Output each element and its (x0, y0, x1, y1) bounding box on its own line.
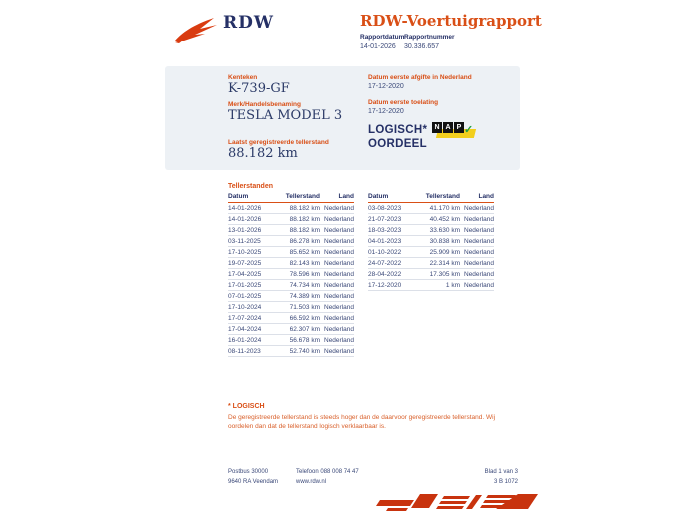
row-country: Nederland (324, 215, 354, 223)
header-datum: Datum (228, 193, 249, 200)
table-row (228, 269, 354, 280)
merk-value: TESLA MODEL 3 (228, 108, 343, 123)
row-odometer: 1 km (445, 281, 460, 289)
afgifte-label: Datum eerste afgifte in Nederland (368, 74, 472, 81)
row-date: 14-01-2026 (228, 204, 262, 212)
row-date: 17-12-2020 (368, 281, 402, 289)
row-odometer: 78.596 km (289, 270, 320, 278)
footnote-text: De geregistreerde tellerstand is steeds hoger dan de daarvoor geregistreerde tellerstand. Wij oordelen dan dat de tellerstand logisch verklaarbaar is. (228, 414, 496, 430)
header-datum: Datum (368, 193, 389, 200)
row-country: Nederland (324, 303, 354, 311)
row-date: 03-11-2025 (228, 237, 261, 245)
row-odometer: 82.143 km (289, 259, 320, 267)
row-country: Nederland (324, 237, 354, 245)
row-country: Nederland (324, 325, 354, 333)
table-row (368, 258, 494, 269)
table-row (228, 346, 354, 357)
table-row (228, 247, 354, 258)
row-odometer: 85.652 km (289, 248, 320, 256)
odometer-table-right (368, 193, 494, 291)
row-odometer: 74.389 km (289, 292, 320, 300)
verdict-text (368, 123, 427, 151)
row-date: 14-01-2026 (228, 215, 262, 223)
row-date: 18-03-2023 (368, 226, 402, 234)
nap-letter-p: P (454, 122, 464, 133)
row-odometer: 62.307 km (289, 325, 320, 333)
row-odometer: 25.909 km (429, 248, 460, 256)
report-date-value: 14-01-2026 (360, 43, 396, 50)
nap-checkmark-icon: ✓ (464, 124, 474, 136)
tellerstand-value: 88.182 km (228, 146, 298, 161)
kenteken-label: Kenteken (228, 74, 258, 81)
row-country: Nederland (324, 226, 354, 234)
footer-postbus: Postbus 30000 (228, 469, 269, 475)
table-row (368, 269, 494, 280)
row-odometer: 52.740 km (289, 347, 320, 355)
footer-page-indicator: Blad 1 van 3 (484, 469, 518, 475)
row-odometer: 56.678 km (289, 336, 320, 344)
report-number-label: Rapportnummer (404, 34, 455, 41)
row-country: Nederland (464, 248, 494, 256)
row-odometer: 86.278 km (289, 237, 320, 245)
page-title: RDW-Voertuigrapport (360, 12, 542, 30)
odometer-table-left (228, 193, 354, 357)
row-odometer: 22.314 km (429, 259, 460, 267)
header-land: Land (478, 193, 494, 200)
row-country: Nederland (324, 314, 354, 322)
row-date: 17-04-2024 (228, 325, 262, 333)
row-country: Nederland (464, 270, 494, 278)
nap-logo-icon (432, 122, 478, 139)
row-odometer: 88.182 km (289, 215, 320, 223)
table-header-row (368, 193, 494, 203)
footer-contact (296, 467, 359, 487)
table-row (228, 214, 354, 225)
row-date: 01-10-2022 (368, 248, 402, 256)
afgifte-value: 17-12-2020 (368, 83, 404, 90)
row-date: 19-07-2025 (228, 259, 262, 267)
footer-website: www.rdw.nl (296, 479, 327, 485)
row-country: Nederland (324, 281, 354, 289)
row-country: Nederland (464, 204, 494, 212)
toelating-label: Datum eerste toelating (368, 99, 439, 106)
footer-city: 9640 RA Veendam (228, 479, 279, 485)
row-odometer: 74.734 km (289, 281, 320, 289)
row-odometer: 17.305 km (429, 270, 460, 278)
table-row (228, 335, 354, 346)
row-country: Nederland (324, 204, 354, 212)
tellerstanden-section-title: Tellerstanden (228, 183, 273, 190)
rdw-logo-icon (174, 16, 220, 44)
vehicle-summary-panel (165, 66, 520, 170)
speed-stripes-graphic (372, 492, 542, 512)
row-country: Nederland (324, 270, 354, 278)
table-row (228, 236, 354, 247)
row-odometer: 33.630 km (429, 226, 460, 234)
row-date: 17-10-2024 (228, 303, 262, 311)
row-country: Nederland (324, 248, 354, 256)
row-date: 17-07-2024 (228, 314, 262, 322)
table-row (228, 225, 354, 236)
report-number-value: 30.336.657 (404, 43, 440, 50)
report-date-label: Rapportdatum (360, 34, 405, 41)
table-row (368, 214, 494, 225)
row-date: 17-10-2025 (228, 248, 262, 256)
row-date: 08-11-2023 (228, 347, 261, 355)
row-odometer: 88.182 km (289, 226, 320, 234)
row-odometer: 30.838 km (429, 237, 460, 245)
table-row (228, 280, 354, 291)
row-country: Nederland (324, 336, 354, 344)
row-date: 28-04-2022 (368, 270, 402, 278)
row-date: 17-01-2025 (228, 281, 262, 289)
footnote-title: * LOGISCH (228, 403, 265, 410)
row-country: Nederland (324, 347, 354, 355)
verdict-line2: OORDEEL (368, 138, 427, 150)
row-country: Nederland (464, 226, 494, 234)
rdw-wordmark: RDW (223, 13, 274, 33)
row-country: Nederland (464, 215, 494, 223)
row-date: 24-07-2022 (368, 259, 402, 267)
row-odometer: 71.503 km (289, 303, 320, 311)
merk-label: Merk/Handelsbenaming (228, 101, 301, 108)
table-row (228, 291, 354, 302)
row-country: Nederland (324, 292, 354, 300)
header-land: Land (338, 193, 354, 200)
row-date: 17-04-2025 (228, 270, 262, 278)
verdict-line1: LOGISCH* (368, 124, 428, 136)
footer-address (228, 467, 278, 487)
row-date: 21-07-2023 (368, 215, 402, 223)
footer-form-code: 3 B 1072 (493, 479, 518, 485)
row-date: 03-08-2023 (368, 204, 402, 212)
nap-letter-a: A (443, 122, 453, 133)
row-country: Nederland (324, 259, 354, 267)
row-odometer: 41.170 km (429, 204, 460, 212)
toelating-value: 17-12-2020 (368, 108, 404, 115)
row-odometer: 66.592 km (289, 314, 320, 322)
table-row (228, 313, 354, 324)
table-header-row (228, 193, 354, 203)
table-row (228, 324, 354, 335)
table-row (228, 203, 354, 214)
nap-letter-n: N (432, 122, 442, 133)
row-date: 16-01-2024 (228, 336, 262, 344)
row-odometer: 40.452 km (429, 215, 460, 223)
kenteken-value: K-739-GF (228, 81, 290, 96)
table-row (368, 247, 494, 258)
header-tellerstand: Tellerstand (285, 193, 320, 200)
row-date: 13-01-2026 (228, 226, 262, 234)
table-row (228, 302, 354, 313)
row-country: Nederland (464, 281, 494, 289)
table-row (368, 280, 494, 291)
table-row (368, 203, 494, 214)
table-row (228, 258, 354, 269)
header-tellerstand: Tellerstand (425, 193, 460, 200)
footer-paging (450, 467, 518, 487)
footer-phone: Telefoon 088 008 74 47 (296, 469, 359, 475)
tellerstand-label: Laatst geregistreerde tellerstand (228, 139, 329, 146)
row-date: 07-01-2025 (228, 292, 262, 300)
table-row (368, 225, 494, 236)
row-country: Nederland (464, 237, 494, 245)
row-odometer: 88.182 km (289, 204, 320, 212)
row-country: Nederland (464, 259, 494, 267)
row-date: 04-01-2023 (368, 237, 402, 245)
table-row (368, 236, 494, 247)
